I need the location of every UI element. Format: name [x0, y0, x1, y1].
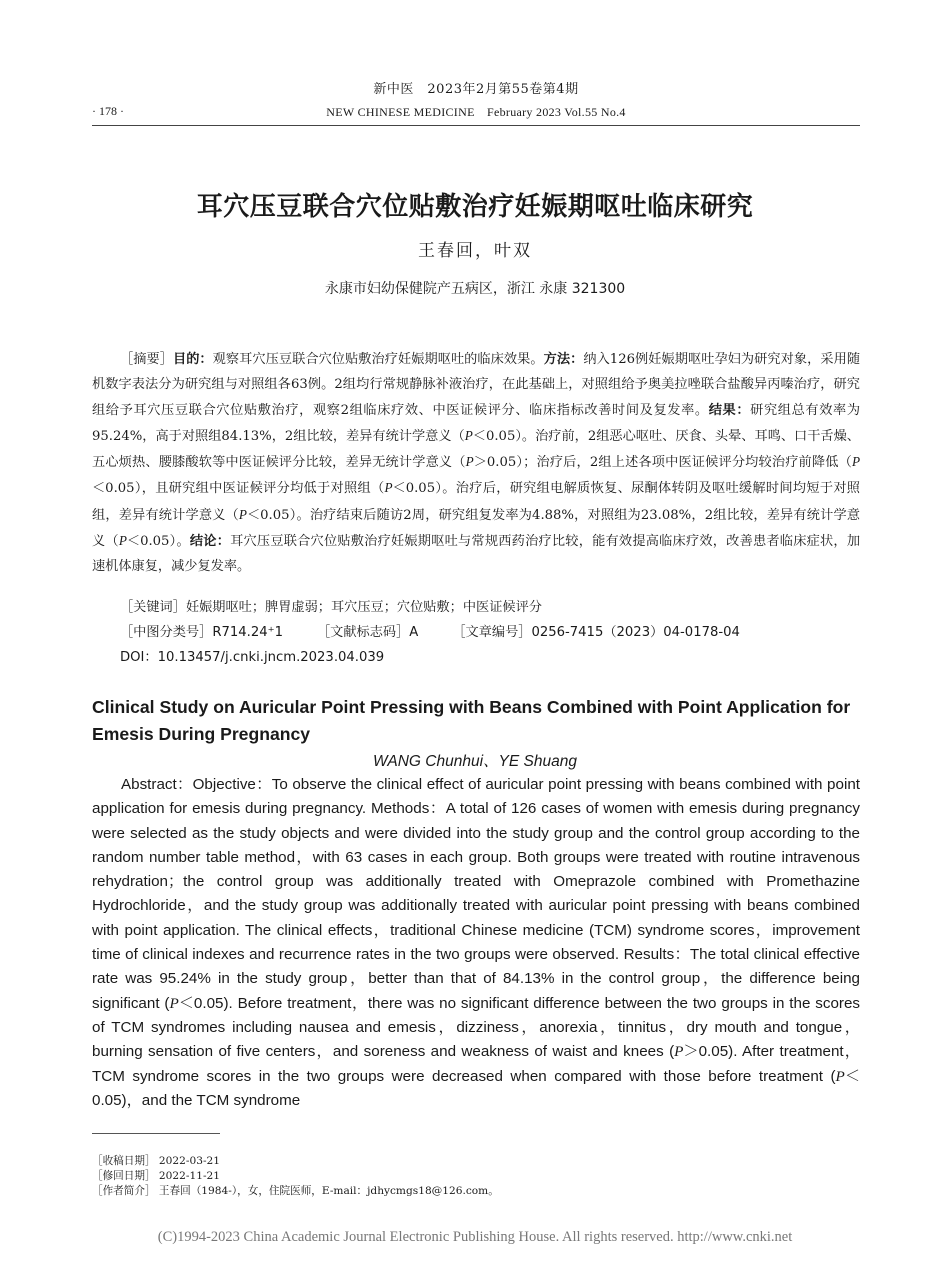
methods-label-cn: 方法：: [543, 352, 584, 367]
doi-label: DOI：: [120, 650, 158, 665]
objective-label-en: Objective：: [192, 776, 272, 793]
keywords-value: 妊娠期呕吐；脾胃虚弱；耳穴压豆；穴位贴敷；中医证候评分: [185, 600, 542, 615]
p-symbol: P: [851, 454, 860, 470]
methods-text-en: A total of 126 cases of women with emesis during pregnancy were selected as the study objects and were divided into the study group and the control group according to the random number table method，with 63 cases in each group. Both groups were treated with routine intravenous rehydration；the control group was additionally treated with Omeprazole combined with Promethazine Hydrochloride，and the study group was additionally treated with auricular point pressing with beans combined with point application. The clinical effects，traditional Chinese medicine (TCM) syndrome scores，improvement time of clinical indexes and recurrence rates in the two groups were observed.: [92, 800, 860, 964]
abstract-en-label: Abstract：: [121, 776, 193, 793]
paper-title-cn: 耳穴压豆联合穴位贴敷治疗妊娠期呕吐临床研究: [196, 192, 754, 222]
results-text-en: ＜0.05)，and the TCM syndrome: [92, 1067, 860, 1109]
article-number-value: 0256-7415（2023）04-0178-04: [531, 625, 740, 640]
author-bio: ［作者简介］ 王春回（1984-），女，住院医师，E-mail：jdhycmgs18@126.com。: [92, 1185, 499, 1197]
keywords-label: ［关键词］: [120, 600, 186, 615]
affiliation-cn: 永康市妇幼保健院产五病区，浙江 永康 321300: [324, 281, 626, 297]
objective-text-cn: 观察耳穴压豆联合穴位贴敷治疗妊娠期呕吐的临床效果。: [212, 352, 544, 367]
p-symbol: P: [464, 427, 473, 443]
results-text-cn: ＜0.05）。治疗前，2组恶心呕吐、厌食、头晕、耳鸣、口干舌燥、五心烦热、腰膝酸软等中医证候评分比较，差异无统计学意义（: [92, 428, 860, 471]
results-text-en: ＜0.05). Before treatment，there was no significant difference between the two groups in the scores of TCM syndromes including nausea and emesis，dizziness，anorexia，tinnitus，dry mouth and tongue，burning sensation of five centers，and soreness and weakness of waist and knees (: [92, 994, 860, 1061]
results-label-en: Results：: [623, 946, 690, 964]
keywords: [120, 597, 860, 619]
authors-cn: 王春回，叶双: [418, 241, 532, 261]
doi-line: [120, 647, 860, 669]
results-text-cn: ＜0.05）。治疗结束后随访2周，研究组复发率为4.88%，对照组为23.08%，2组比较，差异有统计学意义（: [92, 507, 861, 550]
objective-label-cn: 目的：: [172, 352, 213, 367]
p-symbol: P: [169, 994, 179, 1012]
abstract-cn: [92, 347, 860, 580]
doc-code-value: A: [409, 625, 419, 640]
results-text-cn: ＜0.05），且研究组中医证候评分均低于对照组（: [92, 481, 385, 497]
p-symbol: P: [465, 454, 474, 470]
paper-title-en: Clinical Study on Auricular Point Pressing with Beans Combined with Point Application for Emesis During Pregnancy: [92, 697, 851, 744]
p-symbol: P: [674, 1043, 684, 1061]
doi-value[interactable]: 10.13457/j.cnki.jncm.2023.04.039: [157, 650, 385, 665]
p-symbol: P: [835, 1067, 845, 1085]
results-text-cn: 研究组总有效率为95.24%，高于对照组84.13%，2组比较，差异有统计学意义（: [92, 402, 861, 444]
running-header: [92, 78, 860, 120]
results-text-en: The total clinical effective rate was 95.24% in the study group，better than that of 84.13% in the control group，the difference being significant (: [92, 946, 860, 1012]
journal-name-cn: 新中医 2023年2月第55卷第4期: [373, 82, 579, 97]
clc-label: ［中图分类号］: [120, 625, 213, 640]
results-text-cn: ＜0.05）。治疗后，研究组电解质恢复、尿酮体转阴及呕吐缓解时间均短于对照组，差异有统计学意义（: [92, 481, 860, 523]
authors-en: WANG Chunhui、YE Shuang: [373, 753, 577, 770]
objective-text-en: To observe the clinical effect of auricular point pressing with beans combined with point application for emesis during pregnancy.: [92, 776, 860, 818]
methods-label-en: Methods：: [371, 800, 446, 818]
abstract-cn-label: ［摘要］: [120, 352, 173, 367]
p-symbol: P: [384, 480, 393, 496]
footnote-divider: [92, 1133, 220, 1134]
conclusion-text-cn: 耳穴压豆联合穴位贴敷治疗妊娠期呕吐与常规西药治疗比较，能有效提高临床疗效，改善患者临床症状，加速机体康复，减少复发率。: [92, 534, 861, 575]
article-number-label: ［文章编号］: [452, 625, 532, 640]
classification-line: [120, 622, 860, 644]
abstract-en: [92, 773, 860, 1113]
footnotes: [92, 1154, 860, 1199]
results-label-cn: 结果：: [708, 402, 751, 418]
results-text-cn: ＜0.05）。: [126, 534, 190, 550]
results-text-en: ＞0.05). After treatment，TCM syndrome scores in the two groups were decreased when compared with those before treatment (: [92, 1043, 860, 1085]
header-divider: [92, 125, 860, 126]
page-number: · 178 ·: [92, 104, 124, 118]
conclusion-label-cn: 结论：: [189, 534, 231, 550]
p-symbol: P: [238, 506, 247, 522]
clc-value: R714.24⁺1: [212, 625, 283, 640]
copyright-watermark: (C)1994-2023 China Academic Journal Electronic Publishing House. All rights reserved. http://www.cnki.net: [157, 1229, 793, 1245]
doc-code-label: ［文献标志码］: [316, 625, 410, 640]
results-text-cn: ＞0.05）；治疗后，2组上述各项中医证候评分均较治疗前降低（: [473, 455, 852, 471]
journal-name-en: NEW CHINESE MEDICINE February 2023 Vol.55 No.4: [326, 105, 626, 119]
received-date: ［收稿日期］ 2022-03-21: [92, 1155, 221, 1167]
p-symbol: P: [118, 533, 127, 549]
revised-date: ［修回日期］ 2022-11-21: [92, 1170, 221, 1182]
methods-text-cn: 纳入126例妊娠期呕吐孕妇为研究对象，采用随机数字表法分为研究组与对照组各63例。2组均行常规静脉补液治疗，在此基础上，对照组给予奥美拉唑联合盐酸异丙嗪治疗，研究组给予耳穴压豆联合穴位贴敷治疗，观察2组临床疗效、中医证候评分、临床指标改善时间及复发率。: [92, 352, 861, 418]
